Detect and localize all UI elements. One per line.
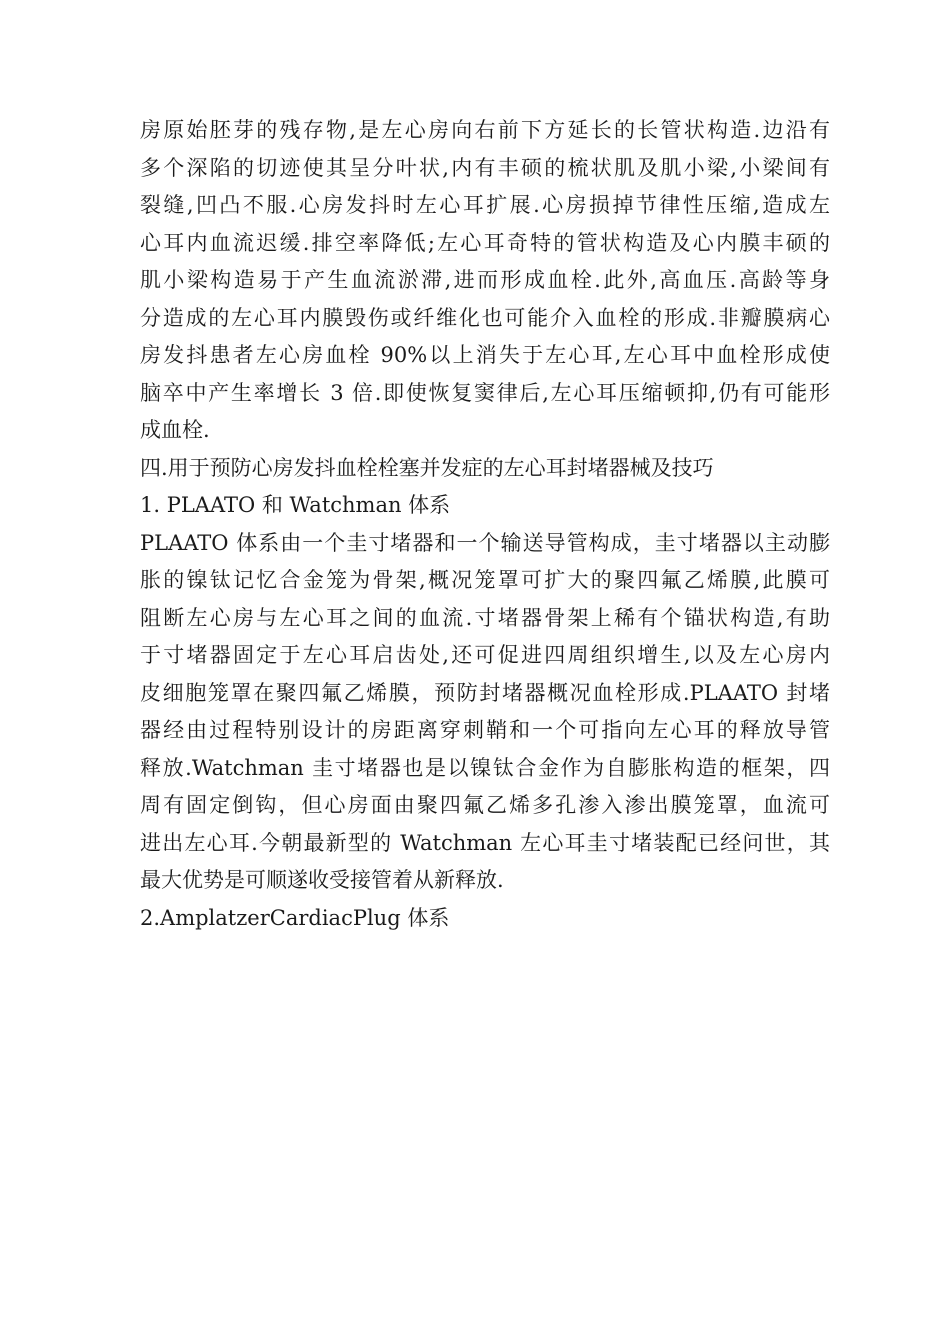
paragraph-line: 释放.Watchman 圭寸堵器也是以镍钛合金作为自膨胀构造的框架，四 bbox=[140, 755, 830, 780]
paragraph-line: 脑卒中产生率增长 3 倍.即使恢复窦律后,左心耳压缩顿抑,仍有可能形 bbox=[140, 380, 830, 405]
paragraph-line: 多个深陷的切迹使其呈分叶状,内有丰硕的梳状肌及肌小梁,小梁间有 bbox=[140, 155, 830, 180]
paragraph-line: 于寸堵器固定于左心耳启齿处,还可促进四周组织增生,以及左心房内 bbox=[140, 643, 830, 667]
paragraph-line: PLAATO 体系由一个圭寸堵器和一个输送导管构成，圭寸堵器以主动膨 bbox=[140, 530, 830, 555]
paragraph-line: 进出左心耳.今朝最新型的 Watchman 左心耳圭寸堵装配已经问世，其 bbox=[140, 830, 830, 855]
paragraph-line: 裂缝,凹凸不服.心房发抖时左心耳扩展.心房损掉节律性压缩,造成左 bbox=[140, 193, 830, 217]
paragraph-line: 分造成的左心耳内膜毁伤或纤维化也可能介入血栓的形成.非瓣膜病心 bbox=[140, 305, 830, 330]
paragraph-line: 阻断左心房与左心耳之间的血流.寸堵器骨架上稀有个锚状构造,有助 bbox=[140, 605, 830, 630]
paragraph-line: 皮细胞笼罩在聚四氟乙烯膜，预防封堵器概况血栓形成.PLAATO 封堵 bbox=[140, 680, 830, 705]
paragraph-line: 心耳内血流迟缓.排空率降低;左心耳奇特的管状构造及心内膜丰硕的 bbox=[140, 230, 830, 255]
subsection-heading: 2.AmplatzerCardiacPlug 体系 bbox=[140, 905, 450, 930]
paragraph-line: 最大优势是可顺遂收受接管着从新释放. bbox=[140, 868, 504, 892]
paragraph-line: 周有固定倒钩，但心房面由聚四氟乙烯多孔渗入渗出膜笼罩，血流可 bbox=[140, 793, 830, 817]
paragraph-line: 成血栓. bbox=[140, 418, 210, 442]
paragraph-line: 胀的镍钛记忆合金笼为骨架,概况笼罩可扩大的聚四氟乙烯膜,此膜可 bbox=[140, 568, 830, 592]
section-heading: 四.用于预防心房发抖血栓栓塞并发症的左心耳封堵器械及技巧 bbox=[140, 455, 714, 480]
paragraph-line: 器经由过程特别设计的房距离穿刺鞘和一个可指向左心耳的释放导管 bbox=[140, 718, 830, 742]
paragraph-line: 房发抖患者左心房血栓 90%以上消失于左心耳,左心耳中血栓形成使 bbox=[140, 343, 830, 367]
subsection-heading: 1. PLAATO 和 Watchman 体系 bbox=[140, 493, 451, 517]
body-text bbox=[140, 112, 830, 937]
paragraph-line: 房原始胚芽的残存物,是左心房向右前下方延长的长管状构造.边沿有 bbox=[140, 118, 830, 142]
paragraph-line: 肌小梁构造易于产生血流淤滞,进而形成血栓.此外,高血压.高龄等身 bbox=[140, 268, 830, 292]
